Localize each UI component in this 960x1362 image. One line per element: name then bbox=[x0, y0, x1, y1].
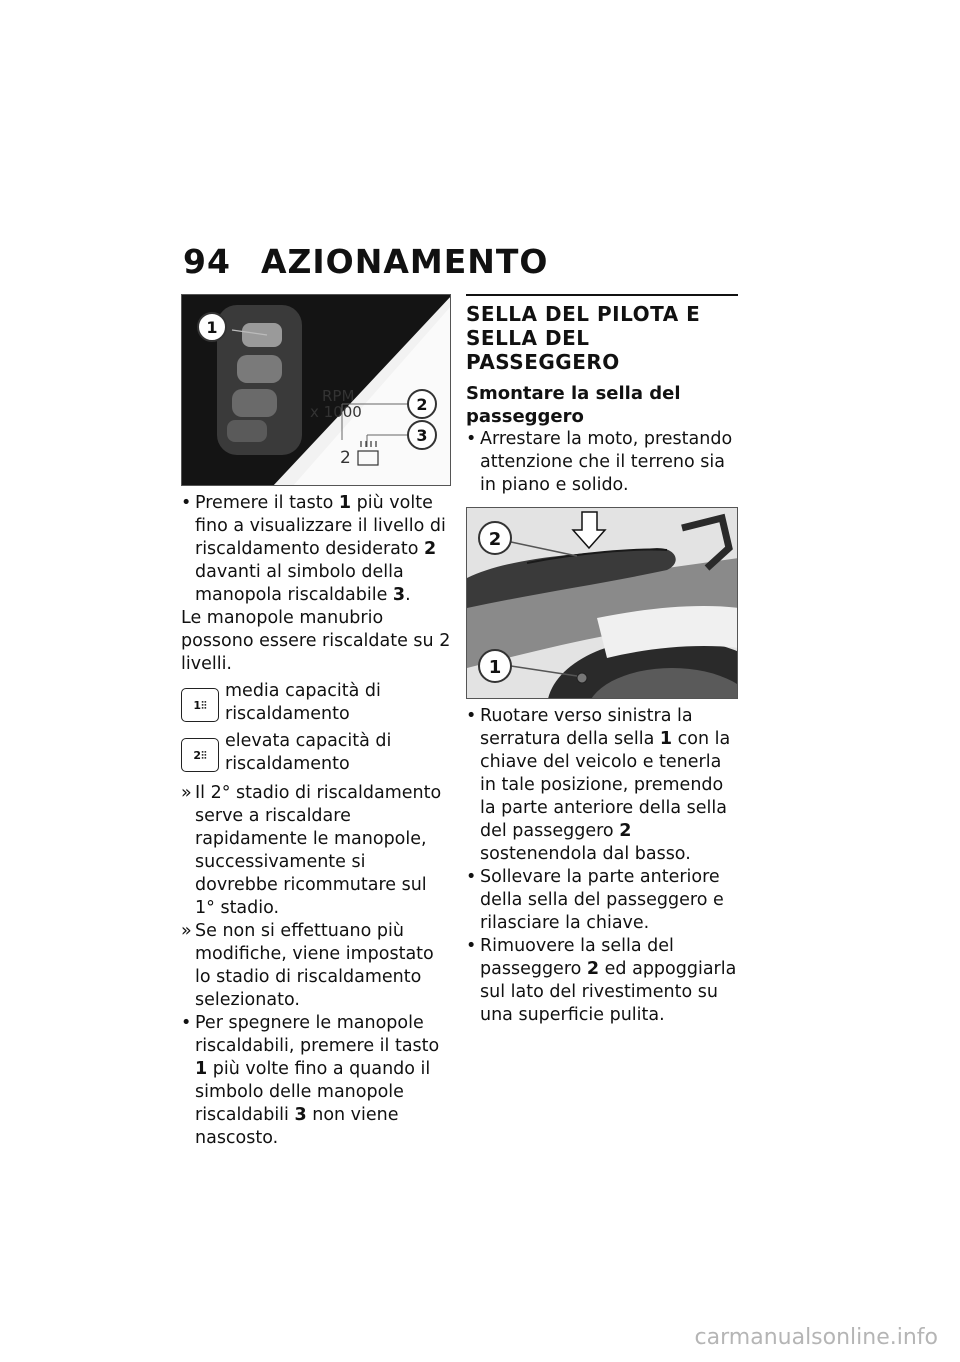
handlebar-controls-figure bbox=[181, 294, 451, 486]
page-title: AZIONAMENTO bbox=[260, 242, 549, 281]
seat-callout-2: 2 bbox=[488, 529, 502, 550]
passenger-seat-illustration bbox=[467, 508, 738, 699]
heat-level-2-icon: 2 ⫶⫶ bbox=[181, 738, 219, 772]
result-stage-2: » Il 2° stadio di riscaldamento serve a riscaldare rapidamente le manopole, successivamente si dovrebbe ricommutare sul 1° stadio. bbox=[181, 782, 451, 920]
heat-level-1-row bbox=[181, 680, 451, 726]
watermark: carmanualsonline.info bbox=[694, 1325, 938, 1350]
heat-level-1-icon: 1 ⫶⫶ bbox=[181, 688, 219, 722]
bullet-switch-off: • Per spegnere le manopole riscaldabili, premere il tasto 1 più volte fino a quando il simbolo delle manopole riscaldabili 3 non viene nascosto. bbox=[181, 1012, 451, 1150]
bullet-lift-seat: • Sollevare la parte anteriore della sella del passeggero e rilasciare la chiave. bbox=[466, 866, 738, 935]
callout-1: 1 bbox=[206, 318, 218, 337]
bullet-stop-bike: • Arrestare la moto, prestando attenzione che il terreno sia in piano e solido. bbox=[466, 428, 738, 497]
passenger-seat-figure bbox=[466, 507, 738, 699]
handlebar-controls-illustration bbox=[182, 295, 451, 486]
heat-level-1-text: media capacità di riscaldamento bbox=[225, 681, 381, 724]
left-column bbox=[181, 294, 451, 1150]
rpm-unit: x 1000 bbox=[310, 403, 362, 421]
right-column bbox=[466, 294, 738, 1027]
bullet-press-button: • Premere il tasto 1 più volte fino a visualizzare il livello di riscaldamento desiderato 2 davanti al simbolo della manopola riscaldabile 3. bbox=[181, 492, 451, 607]
bullet-turn-lock: • Ruotare verso sinistra la serratura della sella 1 con la chiave del veicolo e tenerla in tale posizione, premendo la parte anteriore della sella del passeggero 2 sostenendola dal basso. bbox=[466, 705, 738, 866]
callout-2: 2 bbox=[416, 395, 428, 414]
level-label: 2 bbox=[340, 448, 351, 468]
page-number: 94 bbox=[183, 242, 231, 281]
bullet-remove-seat: • Rimuovere la sella del passeggero 2 ed appoggiarla sul lato del rivestimento su una superficie pulita. bbox=[466, 935, 738, 1027]
seat-callout-1: 1 bbox=[488, 657, 502, 678]
heat-level-2-text: elevata capacità di riscaldamento bbox=[225, 731, 392, 774]
callout-3: 3 bbox=[416, 426, 428, 445]
rpm-label: RPM bbox=[322, 387, 355, 405]
section-rule bbox=[466, 294, 738, 296]
section-title: SELLA DEL PILOTA E SELLA DEL PASSEGGERO bbox=[466, 302, 701, 374]
heating-levels-paragraph: Le manopole manubrio possono essere riscaldate su 2 livelli. bbox=[181, 608, 451, 674]
page-header bbox=[183, 242, 548, 281]
heat-level-2-row bbox=[181, 730, 451, 776]
result-no-changes: » Se non si effettuano più modifiche, viene impostato lo stadio di riscaldamento selezionato. bbox=[181, 920, 451, 1012]
sub-title: Smontare la sella del passeggero bbox=[466, 383, 681, 427]
